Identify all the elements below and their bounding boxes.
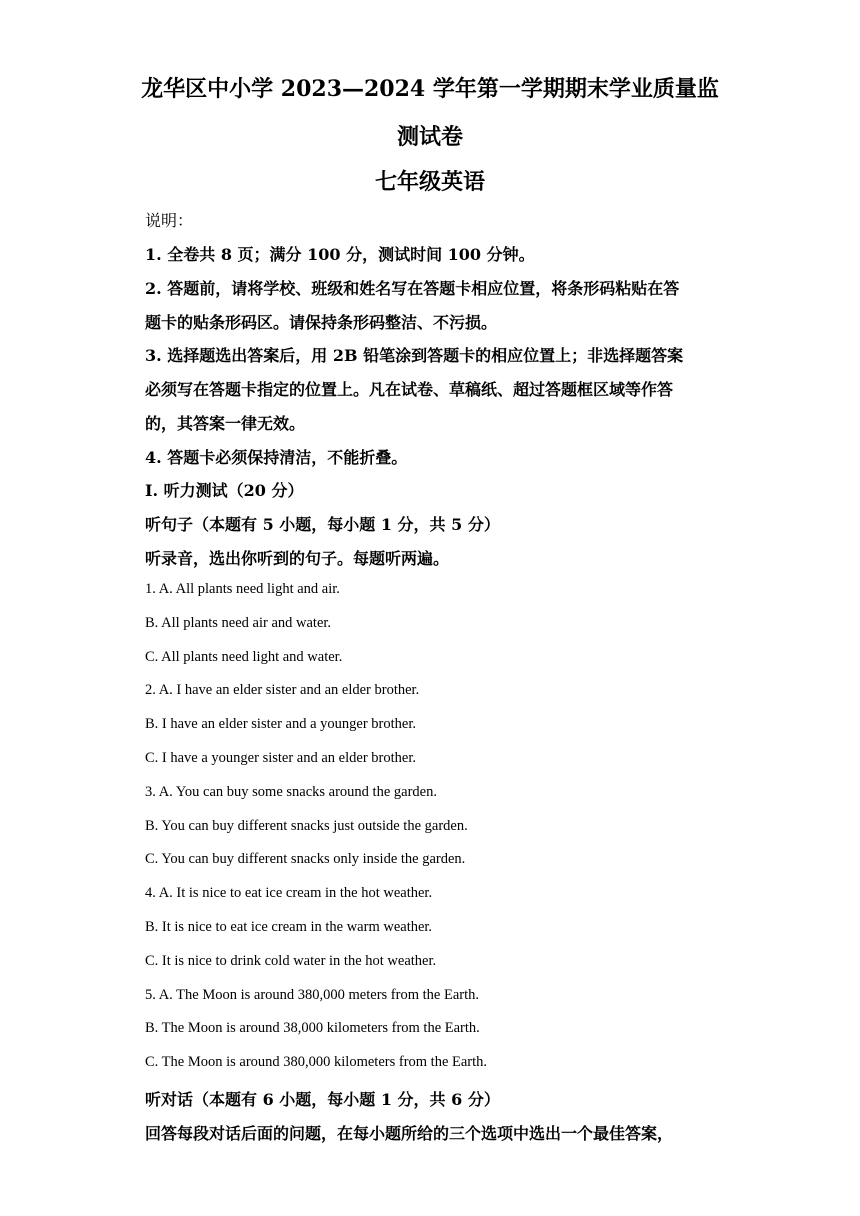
- instruction-item-2-line-2: 题卡的贴条形码区。请保持条形码整洁、不污损。: [145, 313, 498, 332]
- instruction-item-3-line-1: 3. 选择题选出答案后，用 2B 铅笔涂到答题卡的相应位置上；非选择题答案: [145, 346, 684, 365]
- part-heading-dialogues: 听对话（本题有 6 小题，每小题 1 分，共 6 分）: [145, 1090, 500, 1109]
- question-4-option-b: B. It is nice to eat ice cream in the warm weather.: [145, 919, 433, 935]
- part-instruction-sentences: 听录音，选出你听到的句子。每题听两遍。: [145, 549, 450, 568]
- question-4-option-a: 4. A. It is nice to eat ice cream in the hot weather.: [145, 885, 433, 901]
- question-5-option-a: 5. A. The Moon is around 380,000 meters from the Earth.: [145, 987, 479, 1003]
- instructions-label: 说明：: [145, 211, 194, 230]
- question-2-option-b: B. I have an elder sister and a younger brother.: [145, 716, 416, 732]
- question-5-option-b: B. The Moon is around 38,000 kilometers from the Earth.: [145, 1020, 480, 1036]
- instruction-item-3-line-2: 必须写在答题卡指定的位置上。凡在试卷、草稿纸、超过答题框区域等作答: [145, 380, 674, 399]
- section-heading: Ⅰ. 听力测试（20 分）: [145, 481, 304, 500]
- instruction-item-3-line-3: 的，其答案一律无效。: [145, 414, 306, 433]
- part-heading-sentences: 听句子（本题有 5 小题，每小题 1 分，共 5 分）: [145, 515, 500, 534]
- question-3-option-a: 3. A. You can buy some snacks around the garden.: [145, 784, 437, 800]
- question-2-option-a: 2. A. I have an elder sister and an elder brother.: [145, 682, 420, 698]
- question-3-option-b: B. You can buy different snacks just outside the garden.: [145, 818, 468, 834]
- question-5-option-c: C. The Moon is around 380,000 kilometers from the Earth.: [145, 1054, 488, 1070]
- exam-title-line-1: 龙华区中小学 2023—2024 学年第一学期期末学业质量监: [141, 76, 719, 102]
- question-4-option-c: C. It is nice to drink cold water in the hot weather.: [145, 953, 437, 969]
- question-3-option-c: C. You can buy different snacks only inside the garden.: [145, 851, 466, 867]
- part-instruction-dialogues: 回答每段对话后面的问题，在每小题所给的三个选项中选出一个最佳答案，: [145, 1124, 674, 1143]
- exam-title-line-2: 测试卷: [396, 124, 463, 150]
- question-1-option-b: B. All plants need air and water.: [145, 615, 332, 631]
- question-1-option-c: C. All plants need light and water.: [145, 649, 343, 665]
- instruction-item-4: 4. 答题卡必须保持清洁，不能折叠。: [145, 448, 408, 467]
- instruction-item-2-line-1: 2. 答题前，请将学校、班级和姓名写在答题卡相应位置，将条形码粘贴在答: [145, 279, 680, 298]
- exam-subtitle: 七年级英语: [374, 169, 485, 195]
- question-2-option-c: C. I have a younger sister and an elder brother.: [145, 750, 416, 766]
- question-1-option-a: 1. A. All plants need light and air.: [145, 581, 340, 597]
- instruction-item-1: 1. 全卷共 8 页；满分 100 分，测试时间 100 分钟。: [145, 245, 535, 264]
